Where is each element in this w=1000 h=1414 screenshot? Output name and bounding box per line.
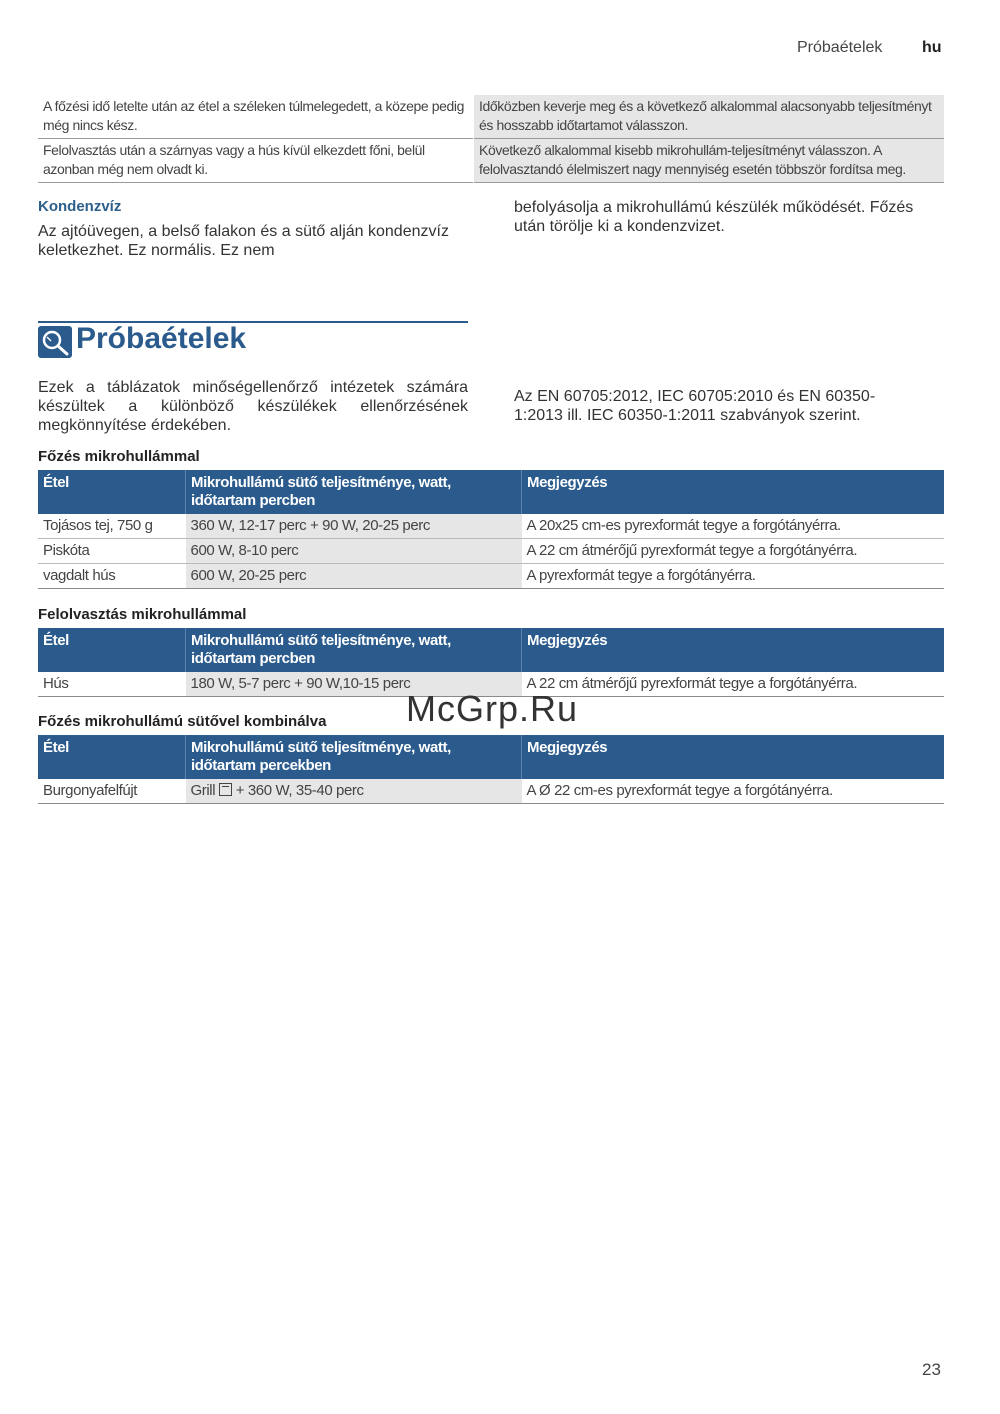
power-cell: 360 W, 12-17 perc + 90 W, 20-25 perc: [186, 514, 522, 539]
section-intro-left: Ezek a táblázatok minőségellenőrző intézetek számára készültek a különböző készülékek ellenőrzésének megkönnyítése érdekében.: [38, 379, 468, 434]
kondenzviz-text-right: befolyásolja a mikrohullámú készülék működését. Főzés után törölje ki a kondenzvizet.: [514, 199, 914, 235]
table-row: [38, 564, 944, 589]
kondenzviz-text-left: Az ajtóüvegen, a belső falakon és a sütő alján kondenzvíz keletkezhet. Ez normális. Ez nem: [38, 223, 449, 259]
power-cell: [186, 779, 522, 804]
table-row: [38, 514, 944, 539]
watermark: McGrp.Ru: [406, 688, 579, 729]
table-title-defrost: Felolvasztás mikrohullámmal: [38, 606, 247, 623]
food-cell: Burgonyafelfújt: [38, 779, 186, 804]
remedy-cell: Következő alkalommal kisebb mikrohullám-teljesítményt válasszon. A felolvasztandó élelmiszert nagy mennyiség esetén többször fordítsa meg.: [474, 139, 945, 183]
remedy-cell: Időközben keverje meg és a következő alkalommal alacsonyabb teljesítményt és hosszabb időtartamot válasszon.: [474, 95, 945, 139]
combined-table: [38, 735, 944, 804]
running-header-title: Próbaételek: [797, 39, 883, 56]
power-cell: 600 W, 20-25 perc: [186, 564, 522, 589]
note-cell: A 22 cm átmérőjű pyrexformát tegye a forgótányérra.: [522, 672, 945, 697]
table-header-row: [38, 470, 944, 514]
note-cell: A 22 cm átmérőjű pyrexformát tegye a forgótányérra.: [522, 539, 945, 564]
grill-label: Grill: [190, 782, 216, 799]
language-code: hu: [922, 39, 942, 56]
header-power: Mikrohullámú sütő teljesítménye, watt, időtartam percben: [186, 628, 522, 672]
header-power: Mikrohullámú sütő teljesítménye, watt, időtartam percekben: [186, 735, 522, 779]
header-note: Megjegyzés: [522, 735, 945, 779]
table-row: [38, 539, 944, 564]
food-cell: Tojásos tej, 750 g: [38, 514, 186, 539]
header-note: Megjegyzés: [522, 628, 945, 672]
header-note: Megjegyzés: [522, 470, 945, 514]
table-row: [38, 139, 944, 183]
note-cell: A pyrexformát tegye a forgótányérra.: [522, 564, 945, 589]
grill-icon: [219, 783, 232, 796]
table-title-combined: Főzés mikrohullámú sütővel kombinálva: [38, 713, 327, 730]
power-cell: 180 W, 5-7 perc + 90 W,10-15 perc: [186, 672, 522, 697]
power-value: + 360 W, 35-40 perc: [235, 782, 364, 799]
food-cell: vagdalt hús: [38, 564, 186, 589]
table-header-row: [38, 735, 944, 779]
problem-cell: A főzési idő letelte után az étel a széleken túlmelegedett, a közepe pedig még nincs kész.: [43, 98, 465, 133]
troubleshooting-table: [38, 95, 944, 183]
table-row: [38, 95, 944, 139]
test-dish-icon: [38, 326, 72, 358]
cooking-table: [38, 470, 944, 589]
header-food: Étel: [38, 628, 186, 672]
page-number: 23: [922, 1360, 941, 1379]
kondenzviz-heading: Kondenzvíz: [38, 198, 122, 215]
table-row: [38, 779, 944, 804]
note-cell: A Ø 22 cm-es pyrexformát tegye a forgótányérra.: [522, 779, 945, 804]
food-cell: Hús: [38, 672, 186, 697]
header-food: Étel: [38, 735, 186, 779]
note-cell: A 20x25 cm-es pyrexformát tegye a forgótányérra.: [522, 514, 945, 539]
header-power: Mikrohullámú sütő teljesítménye, watt, időtartam percben: [186, 470, 522, 514]
problem-cell: Felolvasztás után a szárnyas vagy a hús kívül elkezdett főni, belül azonban még nem olvadt ki.: [43, 142, 425, 177]
header-food: Étel: [38, 470, 186, 514]
section-title: Próbaételek: [76, 322, 247, 355]
table-header-row: [38, 628, 944, 672]
defrost-table: [38, 628, 944, 697]
table-title-cooking: Főzés mikrohullámmal: [38, 448, 200, 465]
power-cell: 600 W, 8-10 perc: [186, 539, 522, 564]
food-cell: Piskóta: [38, 539, 186, 564]
section-intro-right: Az EN 60705:2012, IEC 60705:2010 és EN 60350-1:2013 ill. IEC 60350-1:2011 szabványok szerint.: [514, 388, 876, 424]
